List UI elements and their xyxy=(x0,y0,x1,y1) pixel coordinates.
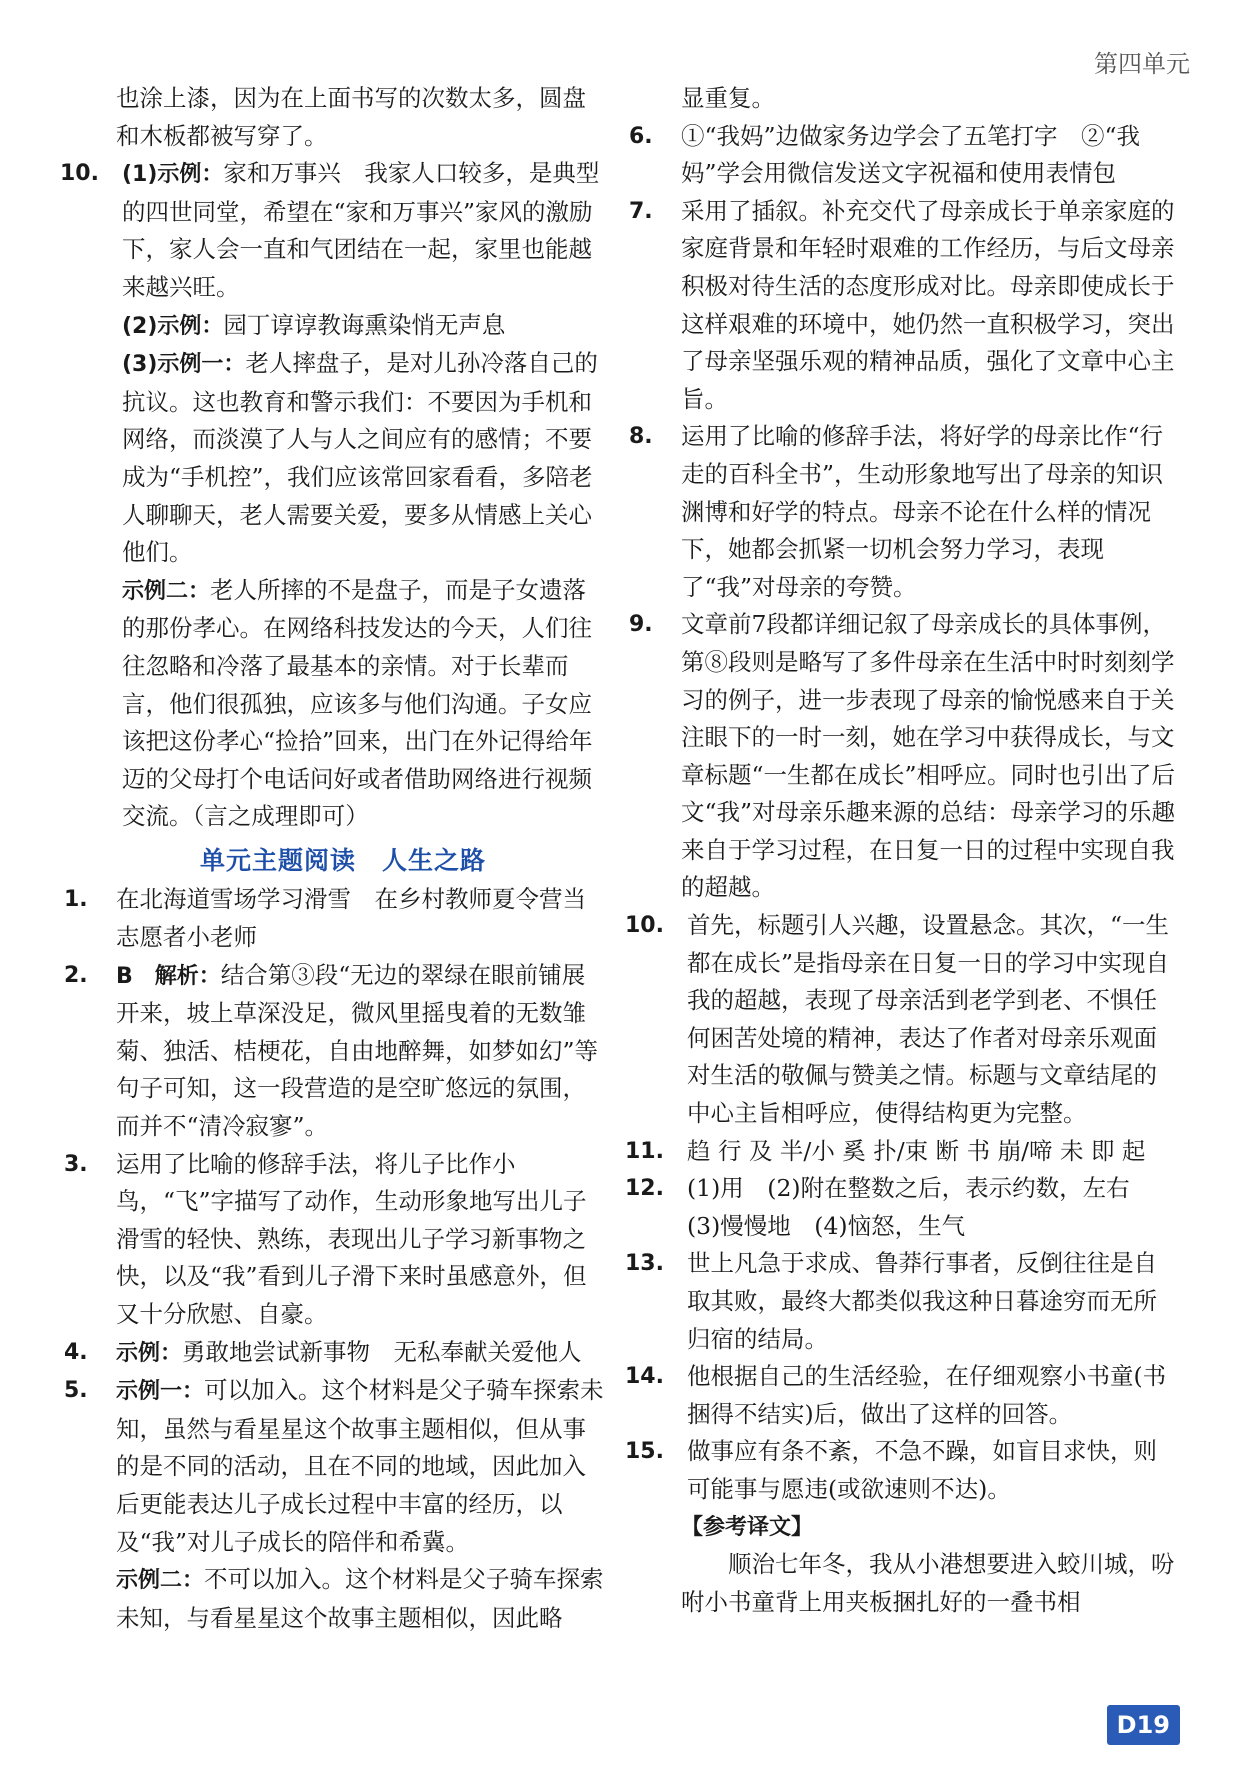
answer-text: 采用了插叙。补充交代了母亲成长于单亲家庭的家庭背景和年轻时艰难的工作经历，与后文母亲积极对待生活的态度形成对比。母亲即使成长于这样艰难的环境中，她仍然一直积极学习，突出了母亲坚强乐观的精神品质，强化了文章中心主旨。 xyxy=(681,196,1175,413)
question-12 xyxy=(625,1170,1178,1245)
right-column xyxy=(625,80,1178,1621)
question-number: 10. xyxy=(60,161,99,187)
continued-text: 显重复。 xyxy=(681,84,775,112)
question-number: 8. xyxy=(629,424,653,450)
question-4 xyxy=(64,1334,608,1373)
answer-text: 他根据自己的生活经验，在仔细观察小书童(书捆得不结实)后，做出了这样的回答。 xyxy=(687,1362,1167,1428)
answer-label: 示例一： xyxy=(116,1379,205,1405)
answer-text: (1)用 (2)附在整数之后，表示约数，左右 xyxy=(687,1174,1130,1203)
continued-text: 也涂上漆，因为在上面书写的次数太多，圆盘和木板都被写穿了。 xyxy=(116,84,586,150)
answer-text: 趋 行 及 半/小 奚 扑/束 断 书 崩/啼 未 即 起 xyxy=(687,1136,1146,1165)
reference-translation-text: 顺治七年冬，我从小港想要进入蛟川城，吩咐小书童背上用夹板捆扎好的一叠书相 xyxy=(681,1550,1175,1616)
answer-text: (3)慢慢地 (4)恼怒，生气 xyxy=(687,1211,966,1240)
answer-part-4: 示例二：老人所摔的不是盘子，而是子女遗落的那份孝心。在网络科技发达的今天，人们往往忽略和冷落了最基本的亲情。对于长辈而言，他们很孤独，应该多与他们沟通。子女应该把这份孝心“捡拾”回来，出门在外记得给年迈的父母打个电话问好或者借助网络进行视频交流。（言之成理即可） xyxy=(122,575,593,831)
question-number: 2. xyxy=(64,962,88,988)
question-number: 9. xyxy=(629,612,653,638)
question-number: 12. xyxy=(625,1176,664,1202)
unit-header: 第四单元 xyxy=(1094,50,1190,78)
left-column xyxy=(60,80,608,1637)
question-number: 5. xyxy=(64,1378,88,1404)
answer-text: 勇敢地尝试新事物 无私奉献关爱他人 xyxy=(182,1337,582,1366)
answer-label: B 解析： xyxy=(116,963,221,989)
answer-label: 示例： xyxy=(116,1340,183,1366)
question-7 xyxy=(629,193,1178,419)
question-1 xyxy=(64,881,608,956)
answer-text: 首先，标题引人兴趣，设置悬念。其次，“一生都在成长”是指母亲在日复一日的学习中实现自我的超越，表现了母亲活到老学到老、不惧任何困苦处境的精神，表达了作者对母亲乐观面对生活的敬佩与赞美之情。标题与文章结尾的中心主旨相呼应，使得结构更为完整。 xyxy=(687,911,1170,1128)
question-11 xyxy=(625,1133,1178,1171)
answer-text: 不可以加入。这个材料是父子骑车探索未知，与看星星这个故事主题相似，因此略 xyxy=(116,1565,604,1632)
question-3 xyxy=(64,1146,608,1334)
section-title: 单元主题阅读 人生之路 xyxy=(199,845,486,875)
question-10 xyxy=(60,155,608,836)
answer-part-2: (2)示例：园丁谆谆教诲熏染悄无声息 xyxy=(122,310,506,339)
question-5 xyxy=(64,1372,608,1637)
answer-text: 文章前7段都详细记叙了母亲成长的具体事例，第⑧段则是略写了多件母亲在生活中时时刻刻学习的例子，进一步表现了母亲的愉悦感来自于关注眼下的一时一刻，她在学习中获得成长，与文章标题“一生都在成长”相呼应。同时也引出了后文“我”对母亲乐趣来源的总结：母亲学习的乐趣来自于学习过程，在日复一日的过程中实现自我的超越。 xyxy=(681,610,1176,902)
question-number: 4. xyxy=(64,1339,88,1365)
question-number: 10. xyxy=(625,913,664,939)
question-number: 13. xyxy=(625,1251,664,1277)
question-number: 3. xyxy=(64,1151,88,1177)
question-number: 1. xyxy=(64,887,88,913)
answer-text: 世上凡急于求成、鲁莽行事者，反倒往往是自取其败，最终大都类似我这种日暮途穷而无所归宿的结局。 xyxy=(687,1249,1157,1353)
question-number: 6. xyxy=(629,123,653,149)
answer-text: 运用了比喻的修辞手法，将好学的母亲比作“行走的百科全书”，生动形象地写出了母亲的知识渊博和好学的特点。母亲不论在什么样的情况下，她都会抓紧一切机会努力学习，表现了“我”对母亲的夸赞。 xyxy=(681,422,1164,601)
question-15 xyxy=(625,1433,1178,1508)
page-number-badge: D19 xyxy=(1107,1705,1180,1745)
question-2 xyxy=(64,957,608,1146)
answer-text: 运用了比喻的修辞手法，将儿子比作小鸟，“飞”字描写了动作，生动形象地写出儿子滑雪的轻快、熟练，表现出儿子学习新事物之快，以及“我”看到儿子滑下来时虽感意外，但又十分欣慰、自豪。 xyxy=(116,1149,587,1328)
question-6 xyxy=(629,118,1178,193)
answer-text: 在北海道雪场学习滑雪 在乡村教师夏令营当志愿者小老师 xyxy=(116,885,586,952)
answer-text: ①“我妈”边做家务边学会了五笔打字 ②“我妈”学会用微信发送文字祝福和使用表情包 xyxy=(681,121,1141,188)
question-8 xyxy=(629,418,1178,606)
answer-text: 结合第③段“无边的翠绿在眼前铺展开来，坡上草深没足，微风里摇曳着的无数雏菊、独活、桔梗花，自由地醉舞，如梦如幻”等句子可知，这一段营造的是空旷悠远的氛围，而并不“清冷寂寥”。 xyxy=(116,960,599,1141)
question-number: 14. xyxy=(625,1364,664,1390)
question-9 xyxy=(629,606,1178,907)
question-10 xyxy=(625,907,1178,1133)
question-14 xyxy=(625,1358,1178,1433)
question-number: 11. xyxy=(625,1138,664,1164)
answer-label: 示例二： xyxy=(116,1568,205,1594)
answer-text: 做事应有条不紊，不急不躁，如盲目求快，则可能事与愿违(或欲速则不达)。 xyxy=(687,1437,1157,1503)
question-13 xyxy=(625,1245,1178,1358)
answer-text: 可以加入。这个材料是父子骑车探索未知，虽然与看星星这个故事主题相似，但从事的是不同的活动，且在不同的地域，因此加入后更能表达儿子成长过程中丰富的经历，以及“我”对儿子成长的陪伴和希冀。 xyxy=(116,1376,604,1556)
question-number: 7. xyxy=(629,198,653,224)
answer-part-1: (1)示例：家和万事兴 我家人口较多，是典型的四世同堂，希望在“家和万事兴”家风的激励下，家人会一直和气团结在一起，家里也能越来越兴旺。 xyxy=(122,159,600,301)
reference-translation-title: 【参考译文】 xyxy=(681,1514,814,1540)
answer-part-3: (3)示例一：老人摔盘子，是对儿孙冷落自己的抗议。这也教育和警示我们：不要因为手机和网络，而淡漠了人与人之间应有的感情；不要成为“手机控”，我们应该常回家看看，多陪老人聊聊天，老人需要关爱，要多从情感上关心他们。 xyxy=(122,349,598,567)
question-number: 15. xyxy=(625,1439,664,1465)
